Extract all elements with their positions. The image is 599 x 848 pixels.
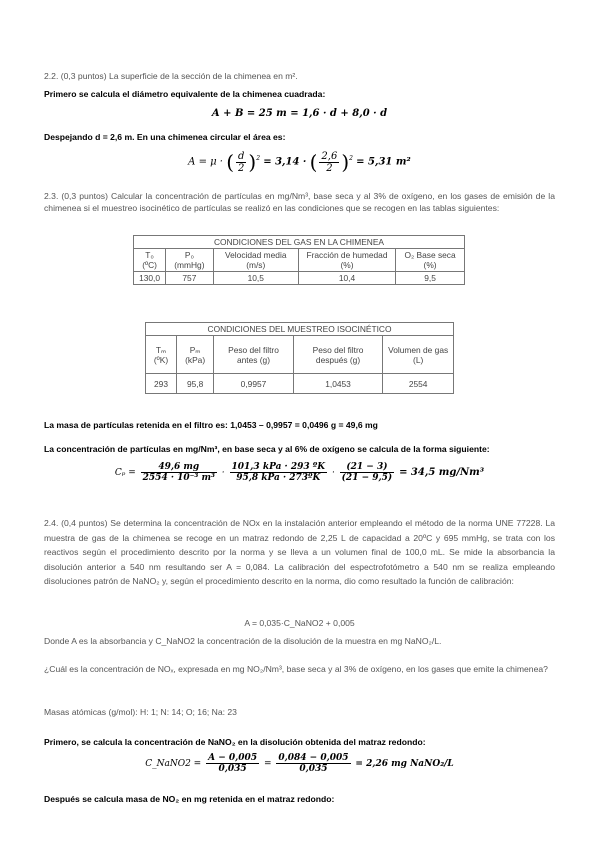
equation-perimeter: A + B = 25 m = 1,6 · d + 8,0 · d (211, 108, 388, 119)
no2-mass-text: Después se calcula masa de NO₂ en mg retenida en el matraz redondo: (44, 794, 335, 804)
question-text: ¿Cuál es la concentración de NOₓ, expresada en mg NO₂/Nm³, base seca y al 3% de oxígeno, en los gases que emite la chimenea? (44, 664, 548, 674)
table-header: Peso del filtro antes (g) (214, 336, 294, 374)
calibration-function: A = 0,035·C_NaNO2 + 0,005 (244, 618, 355, 628)
table-title: CONDICIONES DEL GAS EN LA CHIMENEA (134, 236, 465, 249)
table-cell: 293 (146, 374, 177, 394)
table-cell: 9,5 (396, 272, 465, 285)
concentration-text: La concentración de partículas en mg/Nm³, en base seca y al 6% de oxígeno se calcula de la forma siguiente: (44, 444, 490, 454)
table-header: Fracción de humedad (%) (298, 249, 395, 272)
atomic-masses: Masas atómicas (g/mol): H: 1; N: 14; O; 16; Na: 23 (44, 707, 237, 717)
section-2-2-heading: 2.2. (0,3 puntos) La superficie de la sección de la chimenea en m². (44, 71, 298, 81)
isokinetic-table (145, 322, 454, 394)
section-2-3-heading: 2.3. (0,3 puntos) Calcular la concentración de partículas en mg/Nm³, base seca y al 3% de oxígeno, en los gases de emisión de la chimenea si el muestreo isocinético de partículas se realizó en las condiciones que se recogen en las tablas siguientes: (44, 191, 555, 213)
table-cell: 1,0453 (293, 374, 383, 394)
table-header: O₂ Base seca (%) (396, 249, 465, 272)
table-cell: 757 (166, 272, 214, 285)
equation-particles: Cₚ = $\frac{49,6 mg}{\text{2554 · 10⁻³ m³}}$ · $\frac{\text{101,3 kPa · 293 ºK}}{\text{95,8 kPa · 273ºK}}$ · $\frac{(21 - 3)}{(21 - 9,5)}$ = 34,5 mg/Nm³ (114, 462, 485, 483)
table-title: CONDICIONES DEL MUESTREO ISOCINÉTICO (146, 323, 454, 336)
equation-nano2: C_NaNO2 = $\frac{A - 0,005}{0,035}$ = $\frac{0,084 - 0,005}{0,035}$ = 2,26 mg NaNO₂/L (145, 753, 454, 774)
section-2-4-heading: 2.4. (0,4 puntos) Se determina la concentración de NOx en la instalación anterior empleando el método de la norma UNE 77228. La muestra de gas de la chimenea se recoge en un matraz redondo de 2,25 L de capacidad a 20ºC y 695 mmHg, se trata con los reactivos según el procedimiento descrito por la norma y se lleva a un volumen final de 100,0 mL. Se mide la absorbancia la disolución anterior a 540 nm resultando ser A = 0,084. La calibración del espectrofotómetro a 540 nm se realiza empleando disoluciones patrón de NaNO₂ y, según el procedimiento descrito en la norma, dio como resultado la función de calibración: (44, 518, 555, 586)
table-header: Tₘ (ºK) (146, 336, 177, 374)
absorbance-definition: Donde A es la absorbancia y C_NaNO2 la concentración de la disolución de la muestra en mg NaNO₂/L. (44, 636, 442, 646)
table-cell: 10,4 (298, 272, 395, 285)
table-header: Pₘ (kPa) (177, 336, 214, 374)
table-cell: 130,0 (134, 272, 166, 285)
nano2-text: Primero, se calcula la concentración de NaNO₂ en la disolución obtenida del matraz redondo: (44, 737, 426, 747)
table-cell: 0,9957 (214, 374, 294, 394)
table-header: Volumen de gas (L) (383, 336, 454, 374)
table-cell: 95,8 (177, 374, 214, 394)
table-header: P₀ (mmHg) (166, 249, 214, 272)
mass-text: La masa de partículas retenida en el filtro es: 1,0453 – 0,9957 = 0,0496 g = 49,6 mg (44, 420, 378, 430)
table-header: Peso del filtro después (g) (293, 336, 383, 374)
diameter-text: Primero se calcula el diámetro equivalente de la chimenea cuadrada: (44, 89, 326, 99)
gas-conditions-table (133, 235, 465, 285)
table-header: T₀ (ºC) (134, 249, 166, 272)
table-cell: 2554 (383, 374, 454, 394)
equation-area: A = μ · ( $\frac{d}{2}$ )$^2$ = 3,14 · ( $\frac{2,6}{2}$ )$^2$ = 5,31 m² (188, 150, 411, 174)
area-text: Despejando d = 2,6 m. En una chimenea circular el área es: (44, 132, 286, 142)
table-cell: 10,5 (213, 272, 298, 285)
table-header: Velocidad media (m/s) (213, 249, 298, 272)
